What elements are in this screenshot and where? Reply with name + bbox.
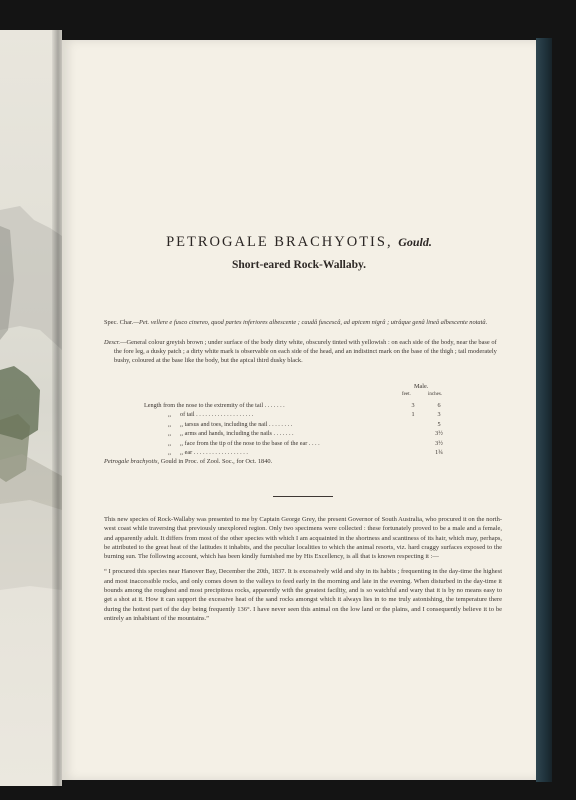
measurements-table xyxy=(144,401,484,457)
descr-text: —General colour greyish brown ; under surface of the body dirty white, obscurely tinted with yellowish : on each side of the body, near the base of the fore leg, a dusky patch ; a dirty white mark is observable on each side of the head, and an indistinct mark on the base of the thigh ; tail moderately bushy, coloured at the base like the body, but the apical third dusky black. xyxy=(114,339,497,365)
ditto-mark: ,, xyxy=(168,420,172,428)
inches-label: inches. xyxy=(428,392,443,397)
spec-label: Spec. Char. xyxy=(104,319,134,326)
common-name: Short-eared Rock-Wallaby. xyxy=(232,259,366,271)
body-text xyxy=(104,515,502,629)
ditto-mark: ,, xyxy=(168,439,172,447)
species-title xyxy=(62,234,536,251)
measurement-inches: 5 xyxy=(437,420,441,428)
book-cover-edge xyxy=(536,38,552,782)
measurement-inches: 3½ xyxy=(435,430,443,438)
ditto-mark: ,, xyxy=(168,411,172,419)
species-name: PETROGALE BRACHYOTIS, xyxy=(166,234,393,250)
title-block xyxy=(62,234,536,271)
body-paragraph: This new species of Rock-Wallaby was presented to me by Captain George Grey, the present Governor of South Australia, who procured it on the north-west coast while traversing that previously unexplored region. Only two specimens were collected : these fortunately proved to be a male and a female, and apparently adult. It differs from most of the other species with which I am acquainted in the shortness and scantiness of its hair, which may, perhaps, be attributed to the great heat of the latitudes it inhabits, and the peculiar localities to which the animal resorts, viz. hard craggy surfaces exposed to the burning sun. The following account, which has been kindly furnished me by His Excellency, is all that is known respecting it :— xyxy=(104,516,502,561)
measurement-inches: 1¾ xyxy=(435,448,443,456)
ditto-mark: ,, xyxy=(168,430,172,438)
measurement-label: Length from the nose to the extremity of the tail . . . . . . . xyxy=(144,402,285,409)
measurement-label: of tail . . . . . . . . . . . . . . . . . . . xyxy=(180,411,254,419)
measurement-row xyxy=(144,429,484,438)
feet-label: feet. xyxy=(402,392,411,397)
measurement-feet: 1 xyxy=(411,411,415,419)
male-label: Male. xyxy=(414,383,429,390)
measurement-feet: 3 xyxy=(411,402,415,409)
measurement-row xyxy=(144,420,484,429)
measurement-label: ,, ear . . . . . . . . . . . . . . . . . . xyxy=(180,448,248,456)
measurement-inches: 3½ xyxy=(435,439,443,447)
quoted-account: “ I procured this species near Hanover Bay, December the 20th, 1837. It is excessively wild and shy in its habits ; frequenting in the day-time the highest and most inaccessible rocks, and only comes down to the valleys to feed early in the morning and late in the evening. When disturbed in the day-time it bounds among the roughest and most precipitous rocks, apparently with the greatest facility, and is so watchful and wary that it is by no means easy to get a shot at it. How it can support the excessive heat of the sand rocks amongst which it always lies in to me truly astonishing, the temperature there during the hottest part of the day being frequently 136°. I have never seen this animal on the low land or the plains, and I consequently believe it to be entirely an inhabitant of the mountains.” xyxy=(104,568,502,622)
measurement-inches: 3 xyxy=(437,411,441,419)
measurement-label: ,, arms and hands, including the nails . . . . . . . xyxy=(180,430,294,438)
measurement-inches: 6 xyxy=(437,402,441,409)
section-divider xyxy=(273,496,333,497)
reference-citation xyxy=(104,458,504,465)
measurement-row xyxy=(144,410,484,419)
descr-label: Descr. xyxy=(104,339,121,346)
measurement-row xyxy=(144,448,484,457)
ditto-mark: ,, xyxy=(168,448,172,456)
page xyxy=(62,40,536,780)
measurement-row xyxy=(144,439,484,448)
measurement-label: ,, face from the tip of the nose to the base of the ear . . . . xyxy=(180,439,320,447)
species-author: Gould. xyxy=(398,235,432,249)
description xyxy=(104,338,504,366)
reference-text: Gould in Proc. of Zool. Soc., for Oct. 1840. xyxy=(159,458,273,465)
reference-name: Petrogale brachyotis, xyxy=(104,458,160,465)
measurement-label: ,, tarsus and toes, including the nail . . . . . . . . xyxy=(180,420,293,428)
measurement-row xyxy=(144,401,484,410)
specific-character xyxy=(104,318,504,327)
spec-text: —Pet. vellere e fusco cinereo, quod partes inferiores albescente ; caudâ fuscescâ, ad apicem nigrâ ; utrâque genâ lineâ albescente notatâ. xyxy=(133,319,488,326)
